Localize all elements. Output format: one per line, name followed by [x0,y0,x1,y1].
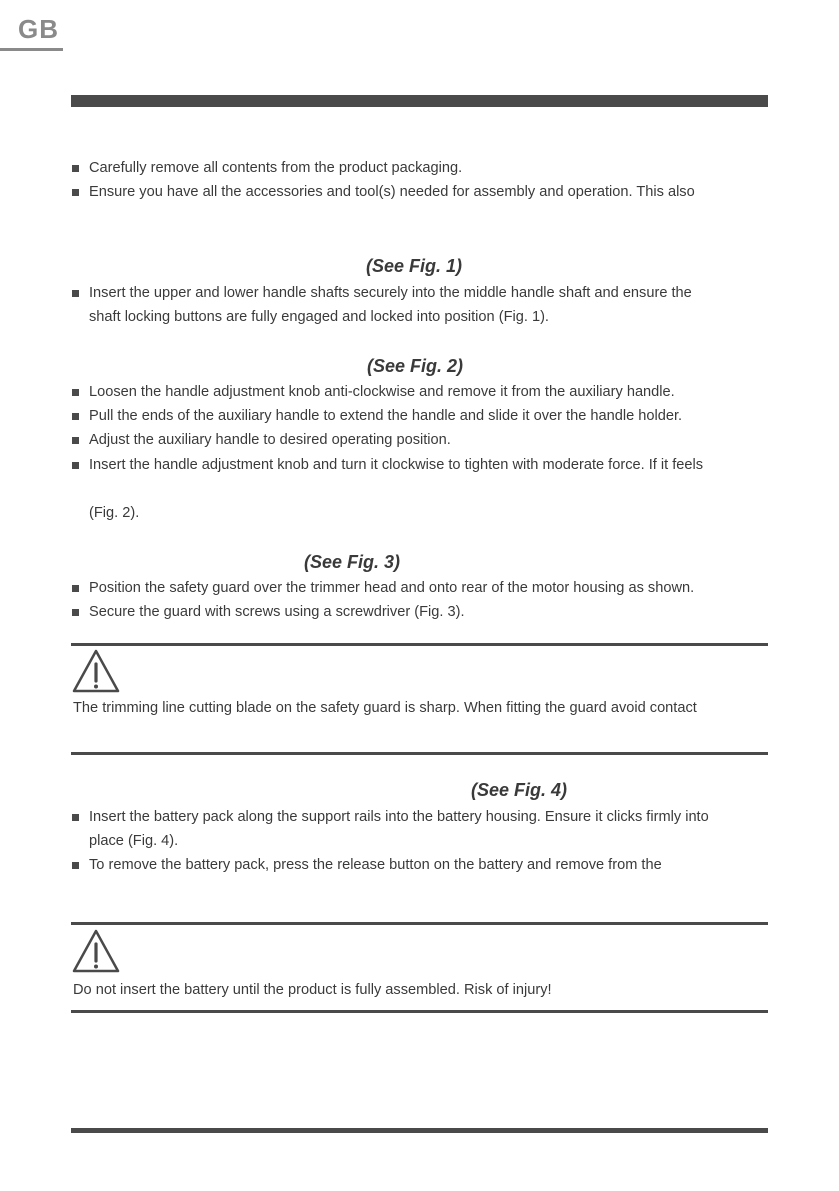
bullet-marker [72,290,79,297]
intro-bullet-1: Carefully remove all contents from the product packaging. [89,160,463,176]
figure-reference-2: (See Fig. 2) [367,356,464,376]
bullet-marker [72,389,79,396]
bullet-marker [72,437,79,444]
battery-bullet-1-line1: Insert the battery pack along the support rails into the battery housing. Ensure it clicks firmly into [89,809,709,825]
aux-handle-bullet-3: Adjust the auxiliary handle to desired operating position. [89,432,451,448]
language-underline [0,48,63,51]
aux-handle-continuation: (Fig. 2). [89,505,140,521]
figure-reference-3: (See Fig. 3) [304,552,401,572]
warning-triangle-icon [71,648,121,694]
bullet-marker [72,413,79,420]
bullet-marker [72,462,79,469]
guard-bullet-2: Secure the guard with screws using a screwdriver (Fig. 3). [89,604,465,620]
bullet-marker [72,585,79,592]
bullet-marker [72,165,79,172]
warning-bottom-rule [71,752,768,755]
handle-shafts-bullet-line2: shaft locking buttons are fully engaged and locked into position (Fig. 1). [89,309,549,325]
aux-handle-bullet-2: Pull the ends of the auxiliary handle to extend the handle and slide it over the handle holder. [89,408,683,424]
aux-handle-bullet-1: Loosen the handle adjustment knob anti-clockwise and remove it from the auxiliary handle. [89,384,675,400]
warning-top-rule [71,643,768,646]
bottom-section-bar [71,1128,768,1133]
language-label: GB [18,14,59,44]
bullet-marker [72,189,79,196]
warning-battery-text: Do not insert the battery until the product is fully assembled. Risk of injury! [73,982,552,998]
warning-triangle-icon [71,928,121,974]
bullet-marker [72,609,79,616]
handle-shafts-bullet-line1: Insert the upper and lower handle shafts securely into the middle handle shaft and ensure the [89,285,692,301]
warning-blade-text: The trimming line cutting blade on the safety guard is sharp. When fitting the guard avoid contact [73,700,697,716]
top-section-bar [71,95,768,107]
battery-bullet-1-line2: place (Fig. 4). [89,833,179,849]
intro-bullet-2: Ensure you have all the accessories and tool(s) needed for assembly and operation. This also [89,184,695,200]
figure-reference-4: (See Fig. 4) [471,780,568,800]
warning-bottom-rule [71,1010,768,1013]
bullet-marker [72,862,79,869]
bullet-marker [72,814,79,821]
figure-reference-1: (See Fig. 1) [366,256,463,276]
guard-bullet-1: Position the safety guard over the trimmer head and onto rear of the motor housing as shown. [89,580,695,596]
battery-bullet-2: To remove the battery pack, press the release button on the battery and remove from the [89,857,662,873]
aux-handle-bullet-4: Insert the handle adjustment knob and turn it clockwise to tighten with moderate force. If it feels [89,457,704,473]
warning-top-rule [71,922,768,925]
